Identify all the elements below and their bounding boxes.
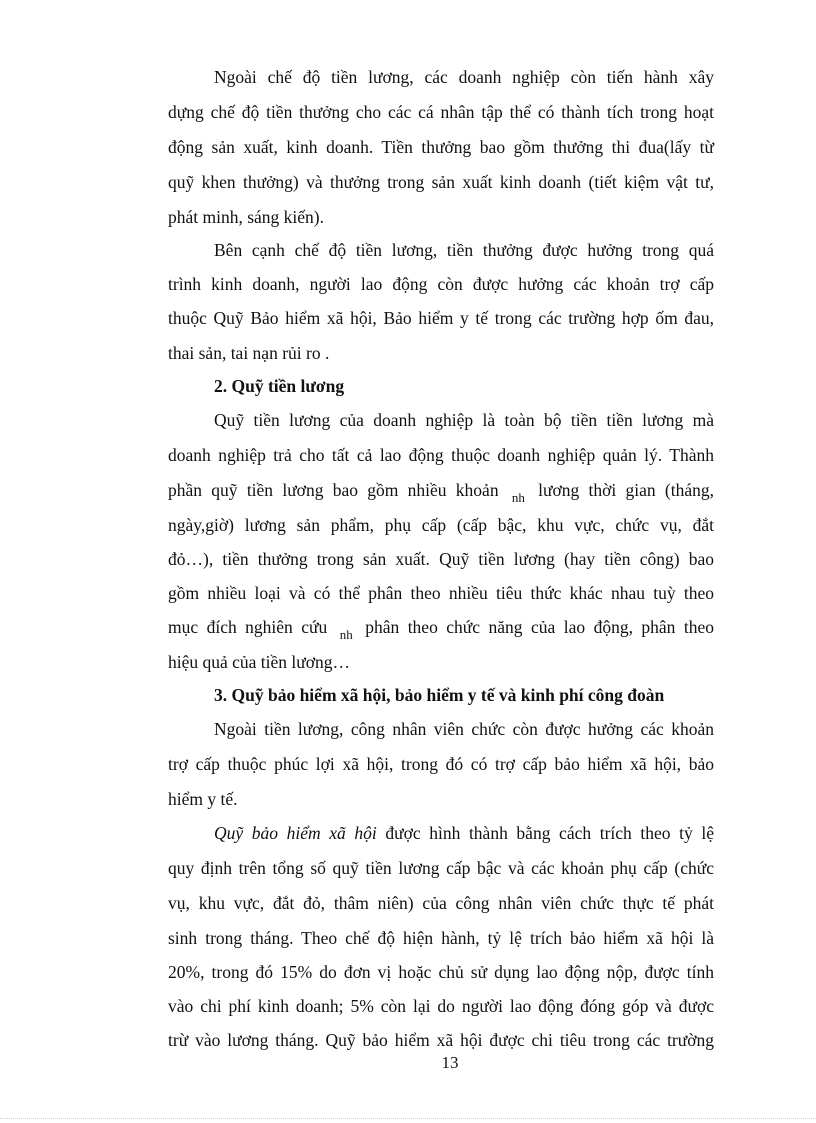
- p5-line-1: [214, 821, 714, 845]
- p3-line-1: Quỹ tiền lương của doanh nghiệp là toàn bộ tiền tiền lương mà: [214, 410, 714, 430]
- p2-line-4: thai sản, tai nạn rủi ro .: [168, 343, 330, 363]
- p3-line-5: đỏ…), tiền thưởng trong sản xuất. Quỹ tiền lương (hay tiền công) bao: [168, 549, 714, 569]
- p2-line-2: trình kinh doanh, người lao động còn được hưởng các khoản trợ cấp: [168, 274, 714, 294]
- p2-line-1: Bên cạnh chế độ tiền lương, tiền thưởng được hưởng trong quá: [214, 240, 714, 260]
- p5-line-4: sinh trong tháng. Theo chế độ hiện hành, tỷ lệ trích bảo hiểm xã hội là: [168, 928, 714, 948]
- p3-line-3-subscript: nh: [511, 490, 525, 505]
- section-heading-3: 3. Quỹ bảo hiểm xã hội, bảo hiểm y tế và kinh phí công đoàn: [214, 685, 665, 705]
- p4-line-2: trợ cấp thuộc phúc lợi xã hội, trong đó có trợ cấp bảo hiểm xã hội, bảo: [168, 754, 714, 774]
- p3-line-3-a: phần quỹ tiền lương bao gồm nhiều khoản: [168, 480, 499, 500]
- p3-line-7-subscript: nh: [339, 627, 353, 642]
- p4-line-1: Ngoài tiền lương, công nhân viên chức còn được hưởng các khoản: [214, 719, 714, 739]
- p3-line-2: doanh nghiệp trả cho tất cả lao động thuộc doanh nghiệp quản lý. Thành: [168, 445, 714, 465]
- section-heading-2: 2. Quỹ tiền lương: [214, 376, 345, 396]
- p3-line-6: gồm nhiều loại và có thể phân theo nhiều tiêu thức khác nhau tuỳ theo: [168, 583, 714, 603]
- p5-line-5: 20%, trong đó 15% do đơn vị hoặc chủ sử dụng lao động nộp, được tính: [168, 962, 714, 982]
- p1-line-5: phát minh, sáng kiến).: [168, 207, 325, 227]
- p5-line-6: vào chi phí kinh doanh; 5% còn lại do người lao động đóng góp và được: [168, 996, 714, 1016]
- p5-line-7: trừ vào lương tháng. Quỹ bảo hiểm xã hội được chi tiêu trong các trường: [168, 1030, 714, 1050]
- p2-line-3: thuộc Quỹ Bảo hiểm xã hội, Bảo hiểm y tế trong các trường hợp ốm đau,: [168, 308, 714, 328]
- p3-line-7-a: mục đích nghiên cứu: [168, 617, 328, 637]
- p5-line-1-text: được hình thành bằng cách trích theo tỷ lệ: [385, 823, 714, 843]
- page-number: 13: [441, 1053, 459, 1072]
- p5-italic-term: Quỹ bảo hiểm xã hội: [214, 823, 377, 843]
- p4-line-3: hiểm y tế.: [168, 789, 238, 809]
- footer-divider: [0, 1118, 816, 1119]
- p5-line-2: quy định trên tổng số quỹ tiền lương cấp bậc và các khoản phụ cấp (chức: [168, 858, 714, 878]
- p3-line-4: ngày,giờ) lương sản phẩm, phụ cấp (cấp bậc, khu vực, chức vụ, đắt: [168, 515, 714, 535]
- p1-line-4: quỹ khen thưởng) và thưởng trong sản xuất kinh doanh (tiết kiệm vật tư,: [168, 172, 714, 192]
- p1-line-1: Ngoài chế độ tiền lương, các doanh nghiệp còn tiến hành xây: [214, 67, 714, 87]
- p3-line-3: [168, 478, 715, 505]
- p3-line-7: [168, 615, 715, 642]
- p3-line-8: hiệu quả của tiền lương…: [168, 652, 351, 672]
- p1-line-2: dựng chế độ tiền thưởng cho các cá nhân tập thể có thành tích trong hoạt: [168, 102, 714, 122]
- p1-line-3: động sản xuất, kinh doanh. Tiền thưởng bao gồm thưởng thi đua(lấy từ: [168, 137, 714, 157]
- p5-line-3: vụ, khu vực, đắt đỏ, thâm niên) của công nhân viên chức thực tế phát: [168, 893, 714, 913]
- p3-line-3-b: lương thời gian (tháng,: [538, 480, 715, 500]
- p3-line-7-b: phân theo chức năng của lao động, phân theo: [365, 617, 715, 637]
